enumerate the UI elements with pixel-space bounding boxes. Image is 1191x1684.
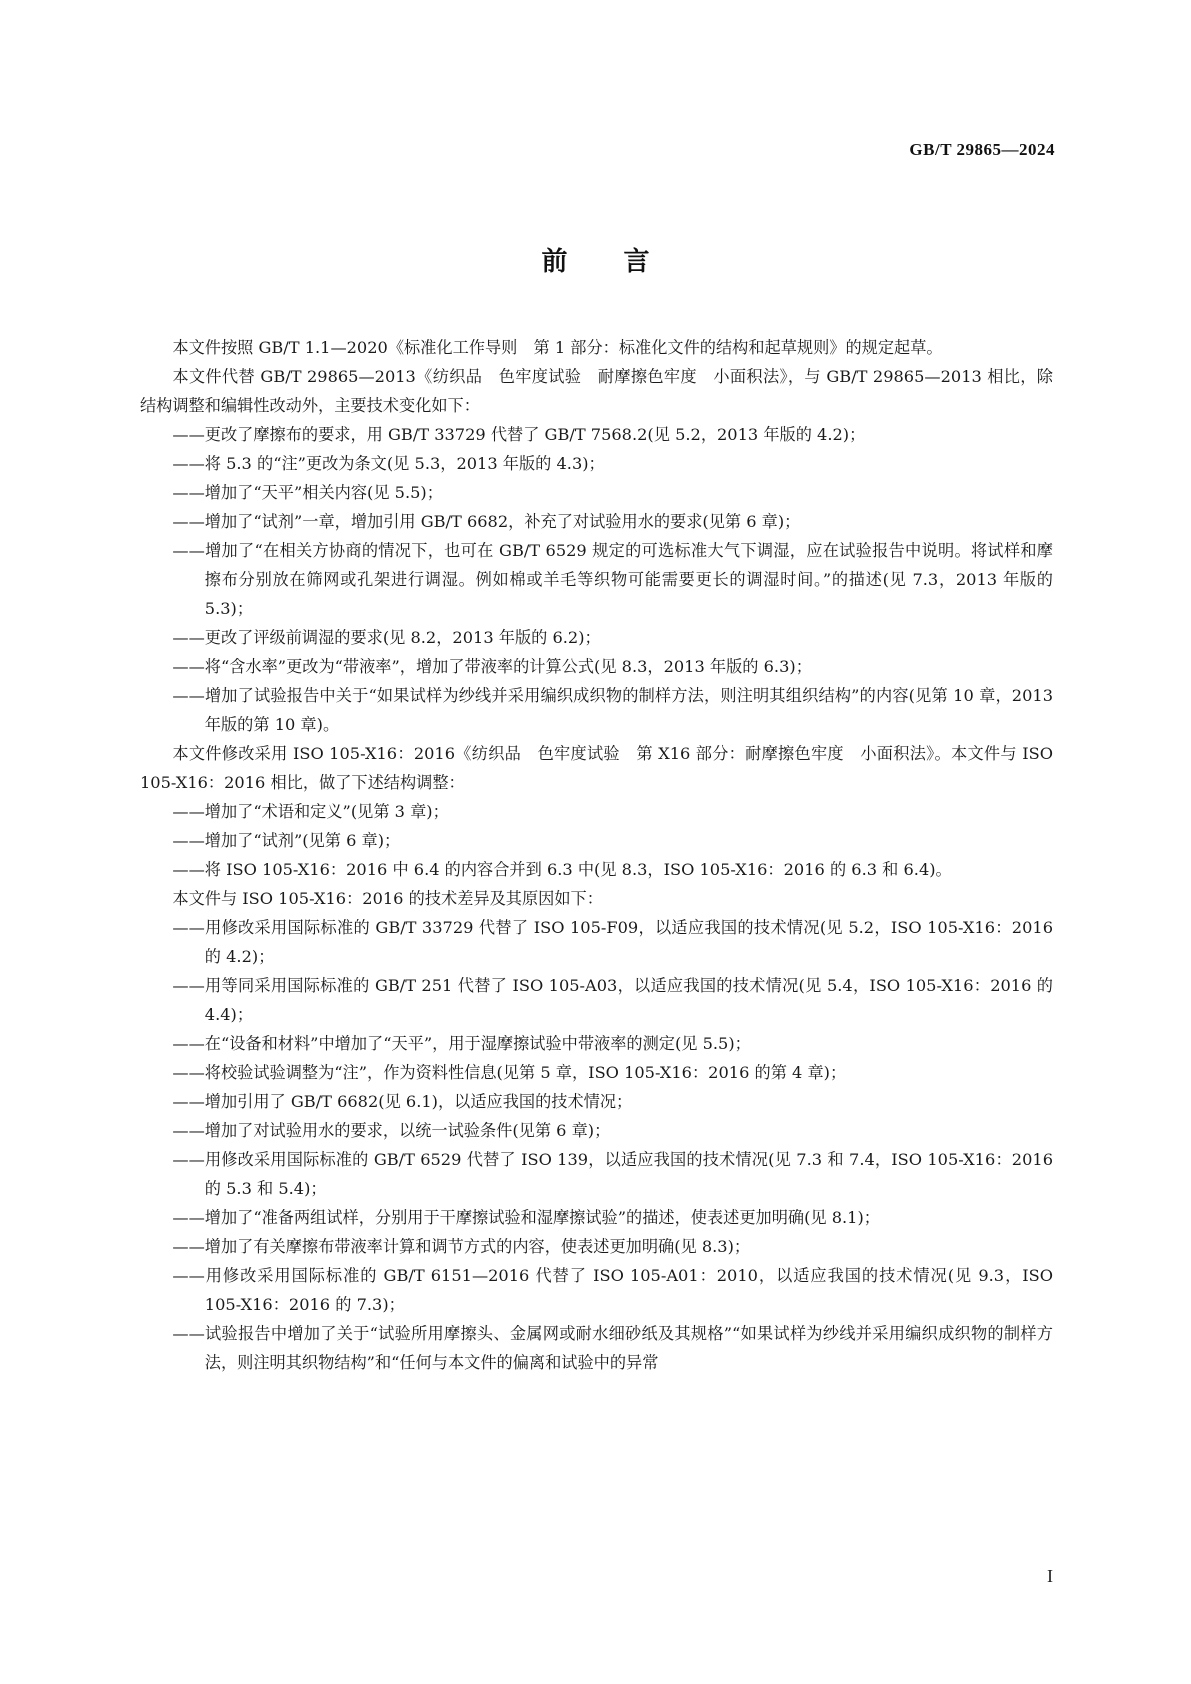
page-number: I bbox=[1047, 1566, 1053, 1586]
list-item: ——将 ISO 105-X16：2016 中 6.4 的内容合并到 6.3 中(见 8.3，ISO 105-X16：2016 的 6.3 和 6.4)。 bbox=[172, 860, 952, 879]
list-item: ——增加了“准备两组试样，分别用于干摩擦试验和湿摩擦试验”的描述，使表述更加明确(见 8.1)； bbox=[172, 1208, 880, 1227]
list-item: ——用修改采用国际标准的 GB/T 6529 代替了 ISO 139，以适应我国的技术情况(见 7.3 和 7.4，ISO 105-X16：2016 的 5.3 和 5.4)； bbox=[172, 1150, 1053, 1198]
list-item: ——增加了试验报告中关于“如果试样为纱线并采用编织成织物的制样方法，则注明其组织结构”的内容(见第 10 章，2013 年版的第 10 章)。 bbox=[172, 686, 1053, 734]
list-item: ——在“设备和材料”中增加了“天平”，用于湿摩擦试验中带液率的测定(见 5.5)； bbox=[172, 1034, 751, 1053]
list-item: ——增加了“术语和定义”(见第 3 章)； bbox=[172, 802, 449, 821]
list-item: ——增加了“天平”相关内容(见 5.5)； bbox=[172, 483, 443, 502]
standard-number: GB/T 29865—2024 bbox=[909, 140, 1055, 159]
list-item: ——将 5.3 的“注”更改为条文(见 5.3，2013 年版的 4.3)； bbox=[172, 454, 605, 473]
paragraph: 本文件修改采用 ISO 105-X16：2016《纺织品 色牢度试验 第 X16 部分：耐摩擦色牢度 小面积法》。本文件与 ISO 105-X16：2016 相比，做了下述结构调整： bbox=[140, 744, 1053, 792]
list-item: ——试验报告中增加了关于“试验所用摩擦头、金属网或耐水细砂纸及其规格”“如果试样为纱线并采用编织成织物的制样方法，则注明其织物结构”和“任何与本文件的偏离和试验中的异常 bbox=[172, 1324, 1053, 1372]
preface-body bbox=[140, 333, 1053, 1377]
list-item: ——更改了评级前调湿的要求(见 8.2，2013 年版的 6.2)； bbox=[172, 628, 601, 647]
list-item: ——增加了有关摩擦布带液率计算和调节方式的内容，使表述更加明确(见 8.3)； bbox=[172, 1237, 751, 1256]
list-item: ——用修改采用国际标准的 GB/T 33729 代替了 ISO 105-F09，以适应我国的技术情况(见 5.2，ISO 105-X16：2016 的 4.2)； bbox=[172, 918, 1053, 966]
list-item: ——增加了“试剂”一章，增加引用 GB/T 6682，补充了对试验用水的要求(见第 6 章)； bbox=[172, 512, 801, 531]
page-title: 前言 bbox=[541, 247, 706, 277]
list-item: ——增加了对试验用水的要求，以统一试验条件(见第 6 章)； bbox=[172, 1121, 611, 1140]
paragraph: 本文件与 ISO 105-X16：2016 的技术差异及其原因如下： bbox=[172, 889, 603, 908]
list-item: ——用修改采用国际标准的 GB/T 6151—2016 代替了 ISO 105-A01：2010，以适应我国的技术情况(见 9.3，ISO 105-X16：2016 的 7.3)； bbox=[172, 1266, 1053, 1314]
list-item: ——将校验试验调整为“注”，作为资料性信息(见第 5 章，ISO 105-X16：2016 的第 4 章)； bbox=[172, 1063, 847, 1082]
list-item: ——增加了“在相关方协商的情况下，也可在 GB/T 6529 规定的可选标准大气下调湿，应在试验报告中说明。将试样和摩擦布分别放在筛网或孔架进行调湿。例如棉或羊毛等织物可能需要更长的调湿时间。”的描述(见 7.3，2013 年版的 5.3)； bbox=[172, 541, 1053, 618]
paragraph: 本文件按照 GB/T 1.1—2020《标准化工作导则 第 1 部分：标准化文件的结构和起草规则》的规定起草。 bbox=[172, 338, 943, 357]
list-item: ——将“含水率”更改为“带液率”，增加了带液率的计算公式(见 8.3，2013 年版的 6.3)； bbox=[172, 657, 812, 676]
paragraph: 本文件代替 GB/T 29865—2013《纺织品 色牢度试验 耐摩擦色牢度 小面积法》，与 GB/T 29865—2013 相比，除结构调整和编辑性改动外，主要技术变化如下： bbox=[140, 367, 1053, 415]
list-item: ——更改了摩擦布的要求，用 GB/T 33729 代替了 GB/T 7568.2(见 5.2，2013 年版的 4.2)； bbox=[172, 425, 866, 444]
list-item: ——增加了“试剂”(见第 6 章)； bbox=[172, 831, 401, 850]
list-item: ——增加引用了 GB/T 6682(见 6.1)，以适应我国的技术情况； bbox=[172, 1092, 633, 1111]
list-item: ——用等同采用国际标准的 GB/T 251 代替了 ISO 105-A03，以适应我国的技术情况(见 5.4，ISO 105-X16：2016 的 4.4)； bbox=[172, 976, 1053, 1024]
